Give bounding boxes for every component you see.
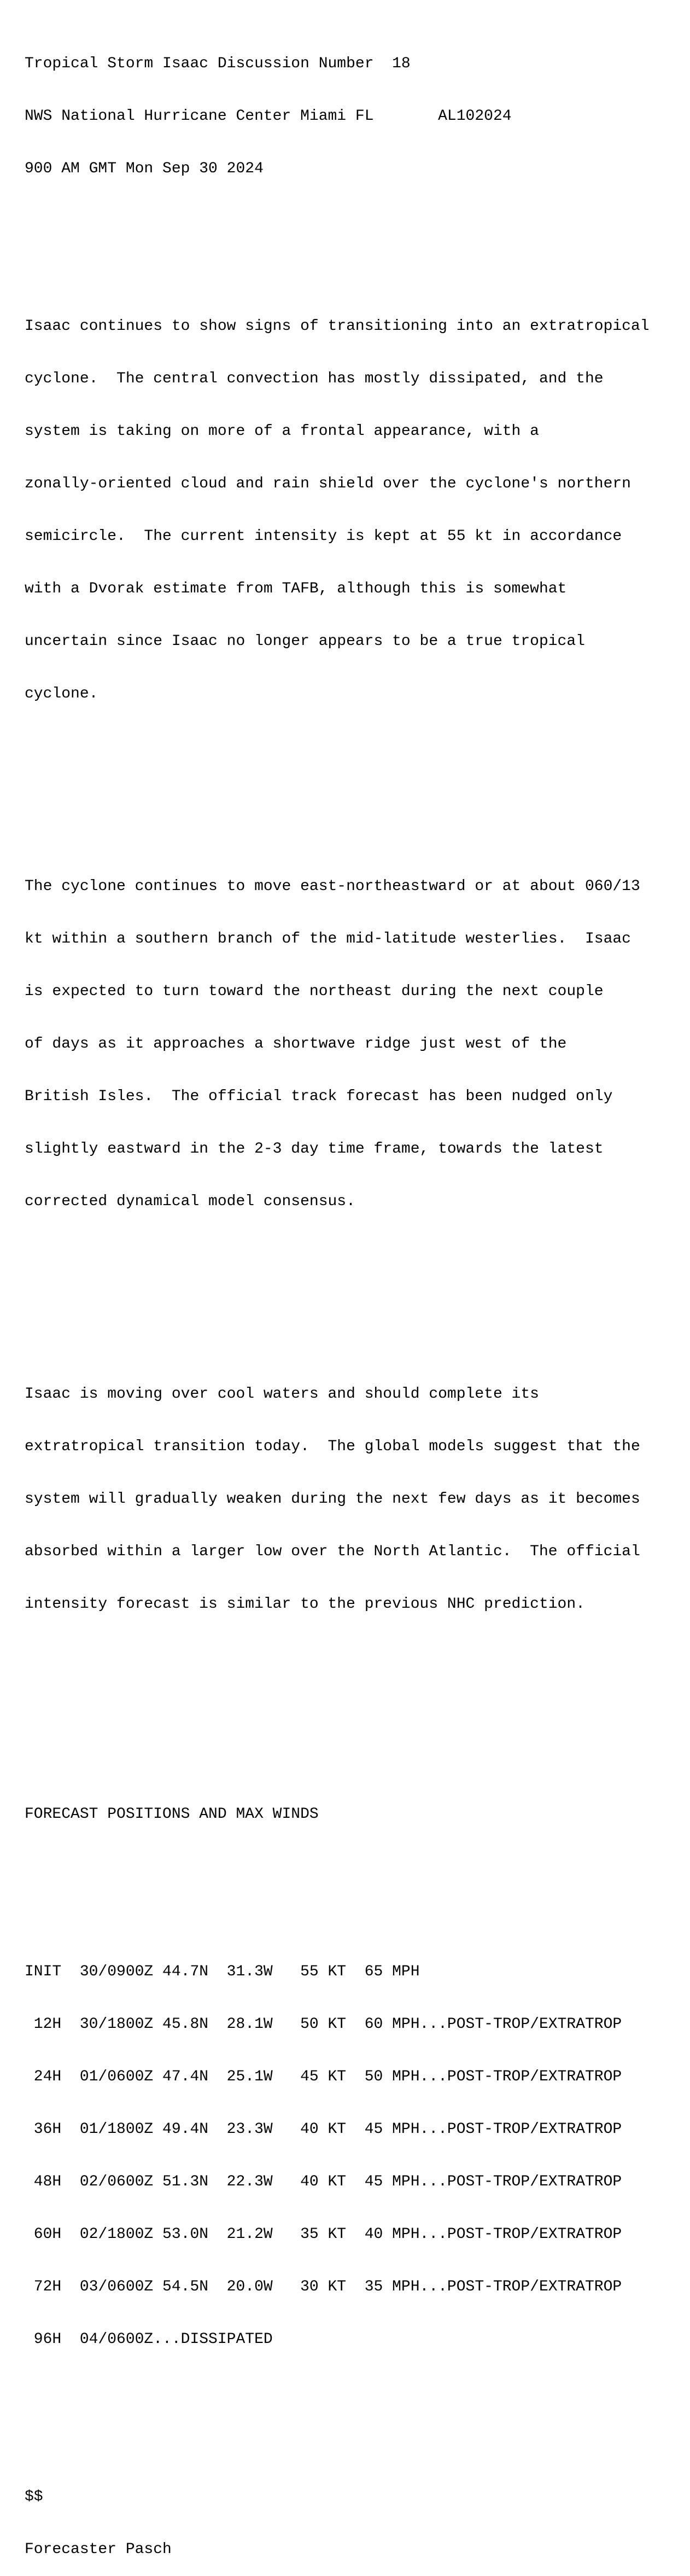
product-terminator: $$ xyxy=(25,2488,43,2505)
text-line: system will gradually weaken during the next few days as it becomes xyxy=(25,1491,640,1508)
issuing-office: NWS National Hurricane Center Miami FL AL102024 xyxy=(25,108,512,125)
text-line: Isaac is moving over cool waters and should complete its xyxy=(25,1386,539,1403)
text-line: slightly eastward in the 2-3 day time frame, towards the latest xyxy=(25,1141,604,1158)
spacer xyxy=(25,1858,681,1876)
forecast-row: 48H 02/0600Z 51.3N 22.3W 40 KT 45 MPH...POST-TROP/EXTRATROP xyxy=(25,2173,622,2190)
spacer xyxy=(25,1683,681,1701)
forecast-table xyxy=(25,1928,681,2383)
spacer xyxy=(25,773,681,790)
forecaster-signature: Forecaster Pasch xyxy=(25,2541,172,2558)
text-line: cyclone. xyxy=(25,685,98,702)
text-line: The cyclone continues to move east-northeastward or at about 060/13 xyxy=(25,878,640,895)
spacer xyxy=(25,2418,681,2436)
text-line: of days as it approaches a shortwave ridge just west of the xyxy=(25,1036,567,1053)
text-line: cyclone. The central convection has mostly dissipated, and the xyxy=(25,370,604,387)
paragraph-intensity xyxy=(25,283,681,738)
forecast-row: 36H 01/1800Z 49.4N 23.3W 40 KT 45 MPH...POST-TROP/EXTRATROP xyxy=(25,2121,622,2138)
forecast-row: 12H 30/1800Z 45.8N 28.1W 50 KT 60 MPH...POST-TROP/EXTRATROP xyxy=(25,2016,622,2033)
text-line: extratropical transition today. The global models suggest that the xyxy=(25,1438,640,1455)
forecast-row: 96H 04/0600Z...DISSIPATED xyxy=(25,2331,273,2348)
forecast-row: 60H 02/1800Z 53.0N 21.2W 35 KT 40 MPH...POST-TROP/EXTRATROP xyxy=(25,2226,622,2243)
text-line: is expected to turn toward the northeast during the next couple xyxy=(25,983,604,1000)
text-line: system is taking on more of a frontal appearance, with a xyxy=(25,423,539,440)
text-line: zonally-oriented cloud and rain shield over the cyclone's northern xyxy=(25,475,631,492)
spacer xyxy=(25,1281,681,1298)
text-line: kt within a southern branch of the mid-latitude westerlies. Isaac xyxy=(25,931,631,947)
discussion-document xyxy=(25,20,681,2576)
text-line: absorbed within a larger low over the North Atlantic. The official xyxy=(25,1543,640,1560)
text-line: with a Dvorak estimate from TAFB, although this is somewhat xyxy=(25,580,567,597)
paragraph-outlook xyxy=(25,1351,681,1648)
forecast-row: 72H 03/0600Z 54.5N 20.0W 30 KT 35 MPH...POST-TROP/EXTRATROP xyxy=(25,2278,622,2295)
text-line: uncertain since Isaac no longer appears to be a true tropical xyxy=(25,633,585,650)
text-line: Isaac continues to show signs of transitioning into an extratropical xyxy=(25,318,650,335)
spacer xyxy=(25,1736,681,1753)
forecast-row: 24H 01/0600Z 47.4N 25.1W 45 KT 50 MPH...POST-TROP/EXTRATROP xyxy=(25,2068,622,2085)
discussion-title: Tropical Storm Isaac Discussion Number 18 xyxy=(25,55,411,72)
text-line: semicircle. The current intensity is kept at 55 kt in accordance xyxy=(25,528,622,545)
forecast-row: INIT 30/0900Z 44.7N 31.3W 55 KT 65 MPH xyxy=(25,1963,420,1980)
paragraph-track xyxy=(25,843,681,1246)
forecast-heading: FORECAST POSITIONS AND MAX WINDS xyxy=(25,1806,319,1823)
text-line: intensity forecast is similar to the previous NHC prediction. xyxy=(25,1596,585,1613)
spacer xyxy=(25,213,681,230)
text-line: corrected dynamical model consensus. xyxy=(25,1193,355,1210)
text-line: British Isles. The official track forecast has been nudged only xyxy=(25,1088,613,1105)
issue-time: 900 AM GMT Mon Sep 30 2024 xyxy=(25,160,264,177)
